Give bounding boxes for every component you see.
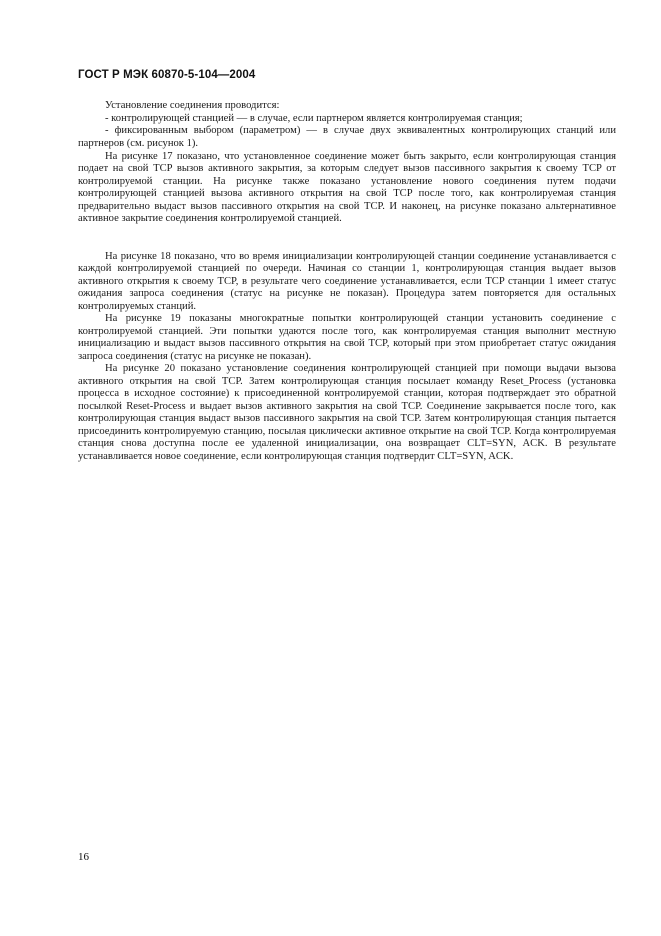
page-number: 16 (78, 851, 89, 863)
document-header: ГОСТ Р МЭК 60870-5-104—2004 (78, 69, 256, 81)
paragraph-intro: Установление соединения проводится: (105, 100, 280, 111)
list-item-1: - контролирующей станцией — в случае, если партнером является контролируемая станция; (105, 112, 523, 124)
paragraph-figure-20: На рисунке 20 показано установление соединения контролирующей станцией при помощи выдачи вызова активного открытия на свой TCP. Затем контролирующая станция посылает команду Reset_Process (установка процесса в исходное состояние) к присоединенной контролируемой станции, которая подтверждает это обратной посылкой Reset-Process и выдает вызов активного закрытия на свой TCP. Соединение закрывается после того, как контролирующая станция выдаст вызов пассивного закрытия на свой TCP. Затем контролирующая станция пытается присоединить контролируемую станцию, посылая циклически активное открытие на свой TCP. Когда контролируемая станция снова доступна после ее удаленной инициализации, она возвращает CLT=SYN, ACK. В результате устанавливается новое соединение, если контролирующая станция подтвердит CLT=SYN, ACK. (78, 363, 616, 462)
list-item-2: - фиксированным выбором (параметром) — в случае двух эквивалентных контролирующих станций или партнеров (см. рисунок 1). (78, 125, 616, 149)
paragraph-figure-19: На рисунке 19 показаны многократные попытки контролирующей станции установить соединение с контролируемой станцией. Эти попытки удаются после того, как контролируемая станция выполнит местную инициализацию и выдаст вызов пассивного открытия на свой TCP, который при этом приобретает статус ожидания запроса соединения (статус на рисунке не показан). (78, 313, 616, 362)
paragraph-figure-18: На рисунке 18 показано, что во время инициализации контролирующей станции соединение устанавливается с каждой контролируемой станцией по очереди. Начиная со станции 1, контролирующая станция выдает вызов активного открытия к своему TCP, в результате чего соединение устанавливается, если TCP станции 1 имеет статус ожидания запроса соединения (статус на рисунке не показан). Процедура затем повторяется для остальных контролируемых станций. (78, 250, 616, 312)
paragraph-figure-17: На рисунке 17 показано, что установленное соединение может быть закрыто, если контролирующая станция подает на свой TCP вызов активного закрытия, за которым следует вызов пассивного закрытия к своему TCP от контролируемой станции. На рисунке также показано установление нового соединения путем подачи контролирующей станцией вызова активного открытия на свой TCP после того, как контролируемая станция предварительно выдаст вызов пассивного открытия на свой TCP. И наконец, на рисунке показано альтернативное активное закрытие соединения контролируемой станцией. (78, 150, 616, 224)
